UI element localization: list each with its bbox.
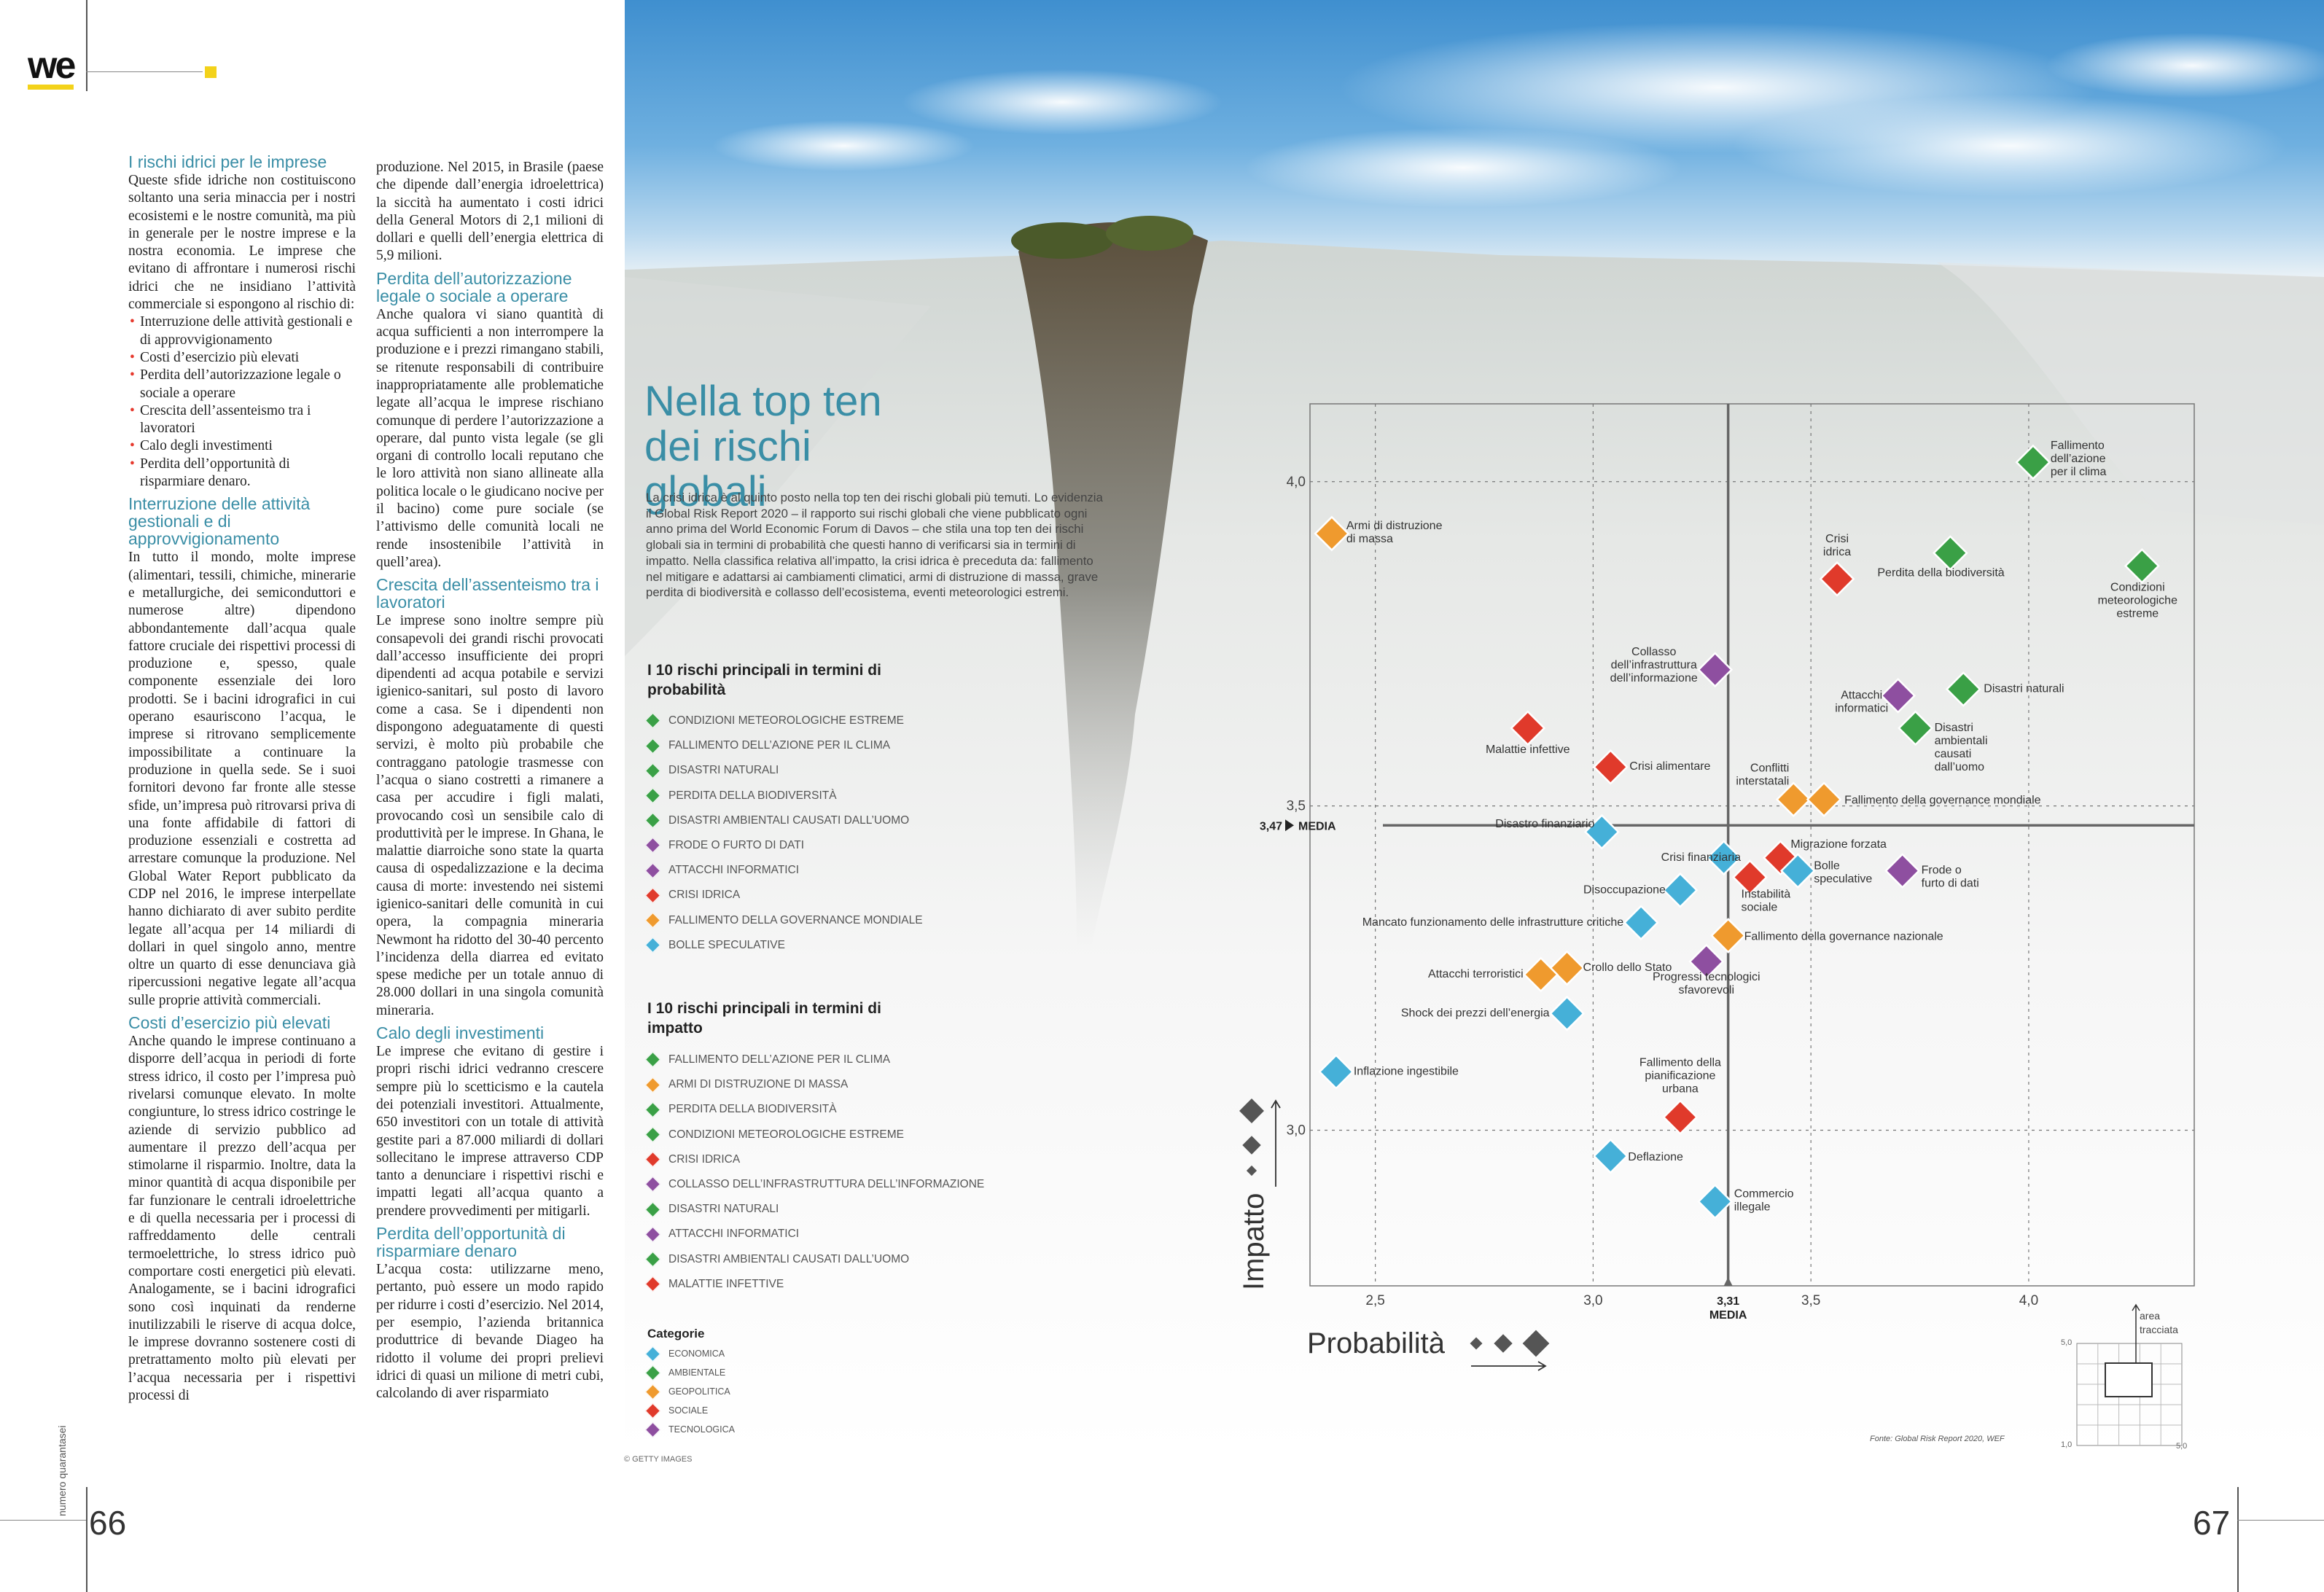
risk-point-label-line: Fallimento della governance nazionale [1744, 930, 1943, 943]
impact-risk-label: CONDIZIONI METEOROLOGICHE ESTREME [668, 1128, 904, 1141]
risk-point [2126, 550, 2159, 582]
risk-point-label [1354, 1065, 1459, 1077]
risk-point-label-line: speculative [1814, 873, 1873, 886]
risk-point-label [1362, 916, 1624, 929]
risk-point [1551, 997, 1583, 1030]
y-tick-label: 4,0 [1286, 474, 1306, 490]
inset-tick: 1,0 [2061, 1440, 2073, 1449]
left-logo[interactable]: we [28, 47, 74, 90]
probability-risk-label: DISASTRI AMBIENTALI CAUSATI DALL’UOMO [668, 813, 910, 827]
risk-point-label-line: Disastri naturali [1984, 682, 2064, 695]
risk-point-label-line: idrica [1822, 546, 1852, 559]
risk-point-label-line: dell’azione [2050, 453, 2106, 466]
paragraph: Le imprese che evitano di gestire i propri rischi idrici vedranno crescere sempre più lo scetticismo e la cautela dei potenziali investitori. Attualmente, 650 investitori con un totale di attività gestite pari a 87.000 miliardi di dollari sollecitano le imprese attraverso CDP tanto a denunciare i rispettivi rischi e impatti legati all’acqua quanto a prendere provvedimenti per mitigarli. [376, 1044, 604, 1219]
x-tick-label: 3,5 [1801, 1293, 1821, 1308]
risk-point-label-line: Attacchi terroristici [1427, 967, 1524, 980]
risk-point-label-line: Deflazione [1628, 1151, 1683, 1164]
mean-x-text: MEDIA [1709, 1309, 1747, 1322]
risk-point-label-line: Fallimento della governance mondiale [1844, 794, 2041, 807]
risk-point-label [1736, 762, 1789, 788]
risk-point-label [1744, 931, 1943, 943]
risk-point-label-line: Disoccupazione [1583, 883, 1666, 897]
plot-frame [1310, 404, 2194, 1286]
risk-point [2016, 445, 2049, 478]
inset-pointer-icon [2132, 1305, 2140, 1363]
list-probability-title: I 10 rischi principali in termini di probabilità [647, 662, 881, 698]
heading-costi: Costi d’esercizio più elevati [128, 1013, 331, 1033]
probability-risk-label: ATTACCHI INFORMATICI [668, 864, 800, 877]
probability-risk-label: FALLIMENTO DELLA GOVERNANCE MONDIALE [668, 913, 923, 926]
bullet-item: • Perdita dell’opportunità di risparmiare denaro. [128, 456, 356, 491]
risk-point-label [1628, 1151, 1683, 1163]
heading-investimenti: Calo degli investimenti [376, 1023, 545, 1043]
impact-risk-label: FALLIMENTO DELL’AZIONE PER IL CLIMA [668, 1053, 891, 1066]
risk-point [1899, 711, 1932, 744]
probability-risk-label: CONDIZIONI METEOROLOGICHE ESTREME [668, 714, 904, 727]
mean-arrow-icon [1285, 819, 1294, 831]
risk-point-label-line: Attacchi [1841, 689, 1883, 702]
diamond-scale-icon [1470, 1338, 1483, 1350]
risk-point-label-line: Malattie infettive [1485, 743, 1570, 756]
risk-point-label-line: Commercio [1734, 1187, 1794, 1201]
risk-point-label-line: informatici [1835, 702, 1889, 715]
impact-risk-label: COLLASSO DELL’INFRASTRUTTURA DELL’INFORMAZIONE [668, 1178, 985, 1190]
page-number-right: 67 [2193, 1504, 2231, 1542]
risk-point-label-line: di massa [1346, 532, 1393, 545]
risk-point-label [1486, 744, 1570, 756]
risk-point-label [1401, 1007, 1550, 1019]
impact-risk-label: DISASTRI NATURALI [668, 1203, 779, 1216]
mean-y-text: MEDIA [1298, 820, 1336, 833]
risk-point-label-line: ambientali [1934, 734, 1988, 747]
risk-point-label [2051, 440, 2107, 478]
diamond-scale-icon [1494, 1334, 1512, 1352]
category-label: ECONOMICA [668, 1349, 725, 1359]
risk-point-label-line: Disastro finanziario [1495, 818, 1595, 831]
folio-side-text: numero quarantasei [56, 1425, 68, 1516]
risk-point-label-line: Bolle [1814, 859, 1840, 873]
risk-point-label-line: Crisi finanziaria [1661, 851, 1742, 864]
risk-point-label-line: urbana [1661, 1082, 1699, 1096]
risk-point [1777, 783, 1810, 816]
risk-point-label-line: Migrazione forzata [1790, 838, 1887, 851]
diamond-scale-icon [1242, 1136, 1260, 1154]
risk-point [1319, 1056, 1352, 1088]
x-tick-label: 3,0 [1583, 1293, 1603, 1308]
risk-point-label-line: Conflitti [1750, 762, 1790, 775]
paragraph: Le imprese sono inoltre sempre più consapevoli dei grandi rischi provocati dall’accesso insufficiente dei propri dipendenti ad acqua potabile e servizi igienico-sanitari, sul posto di lavoro come a casa. Se i dipendenti non dispongono adeguatamente di questi servizi, è molto più probabile che contraggano patologie trasmesse con l’acqua o siano costretti a rimanere a casa per accudire i figli malati, provocando così un sensibile calo di produttività per le imprese. In Ghana, le malattie diarroiche sono state la quarta causa di ospedalizzazione e la decima causa di morte: investendo nei sistemi igienico-sanitari delle comunità in cui opera, la compagnia mineraria Newmont ha ridotto del 30-40 percento l’incidenza della diarrea ed evitato spese mediche per un totale annuo di 28.000 dollari in una singola comunità mineraria. [376, 613, 604, 1018]
risk-point-label [1742, 888, 1791, 913]
y-axis-arrow-icon [1271, 1101, 1280, 1187]
risk-point [1807, 783, 1840, 816]
risk-point-label [1346, 520, 1443, 545]
risk-point-label [1790, 838, 1887, 851]
x-axis-arrow-icon [1471, 1362, 1545, 1370]
inset-plotted-area [2105, 1363, 2152, 1397]
risk-point-label-line: Perdita della biodiversità [1877, 566, 2005, 580]
risk-point-label-line: Frode o [1921, 864, 1962, 877]
risk-point [1699, 653, 1731, 686]
y-tick-label: 3,0 [1286, 1123, 1306, 1139]
risk-point-label [1877, 567, 2004, 580]
diamond-scale-icon [1523, 1330, 1550, 1357]
risk-point-label [1835, 689, 1888, 714]
risk-point-label-line: illegale [1734, 1201, 1771, 1214]
risk-point-label [1661, 851, 1741, 864]
risk-point-label-line: Mancato funzionamento delle infrastrutture critiche [1362, 916, 1624, 929]
risk-point-label-line: Shock dei prezzi dell’energia [1400, 1007, 1550, 1020]
impact-risk-label: ATTACCHI INFORMATICI [668, 1228, 800, 1241]
y-tick-label: 3,5 [1286, 798, 1306, 814]
diamond-scale-icon [1247, 1166, 1257, 1176]
risk-point-label-line: dall’uomo [1934, 760, 1985, 773]
probability-risk-label: FRODE O FURTO DI DATI [668, 839, 805, 851]
paragraph: L’acqua costa: utilizzarne meno, pertanto, può essere un modo rapido per ridurre i costi d’esercizio. Nel 2014, per esempio, l’azienda britannica produttrice di bevande Diageo ha ridotto il volume dei propri prelievi idrici di quasi un milione di metri cubi, calcolando di aver risparmiato [376, 1262, 604, 1402]
risk-point-label-line: pianificazione [1645, 1069, 1716, 1082]
risk-point-label-line: Disastri [1934, 721, 1973, 734]
risk-point [1664, 874, 1696, 907]
risk-point [1594, 751, 1627, 784]
right-footer-crop-line [2237, 1487, 2239, 1592]
diamond-scale-icon [1239, 1099, 1264, 1123]
risk-point-label-line: Fallimento [2050, 440, 2105, 453]
x-tick-label: 2,5 [1365, 1293, 1385, 1308]
probability-risk-label: DISASTRI NATURALI [668, 764, 779, 777]
risk-point [1511, 711, 1544, 744]
risk-point-label-line: Crisi alimentare [1629, 760, 1711, 773]
risk-point-label [1629, 760, 1710, 773]
risk-point-label-line: meteorologiche [2097, 594, 2177, 607]
risk-point-label-line: sociale [1741, 901, 1778, 914]
x-tick-label: 4,0 [2019, 1293, 2039, 1308]
probability-risk-label: BOLLE SPECULATIVE [668, 938, 785, 951]
bullet-item: • Interruzione delle attività gestionali e di approvvigionamento [128, 313, 356, 349]
risk-point-label [1844, 795, 2041, 807]
article-intro: La crisi idrica è al quinto posto nella top ten dei rischi globali più temuti. Lo evidenzia il Global Risk Report 2020 – il rapporto sui rischi globali che viene pubblicato ogni anno prima del World Economic Forum di Davos – che stila una top ten dei rischi globali sia in termini di probabilità che questi hanno di verificarsi sia in termini di impatto. Nella classifica relativa all’impatto, la crisi idrica è preceduta da: fallimento nel mitigare e adattarsi ai cambiamenti climatici, armi di distruzione di massa, grave perdita di biodiversità e collasso dell’ecosistema, eventi meteorologici estremi. [646, 491, 1103, 600]
risk-point [1820, 563, 1853, 596]
risk-point [1947, 673, 1980, 706]
paragraph: In tutto il mondo, molte imprese (alimentari, tessili, chimiche, minerarie e metallurgiche, dei semiconduttori e numerose altre) dipendono abbondantemente dall’acqua quale fattore cruciale dei rispettivi processi di produzione e, spesso, quale componente essenziale dei loro prodotti. Se i bacini idrografici in cui operano esauriscono l’acqua, le imprese si ritrovano semplicemente impossibilitate a continuare la produzione in quella sede. Se i suoi fornitori devono far fronte alle stesse sfide, un’impresa può ritrovarsi priva di una fonte affidabile di fattori di produzione essenziali e costretta ad arrestare comunque la produzione. Nel Global Water Report pubblicato da CDP nel 2016, le imprese interpellate hanno dichiarato di aver subito perdite legate all’acqua per 14 miliardi di dollari in quel singolo anno, mentre oltre un quarto di esse denunciava già ripercussioni negative legate all’acqua sulle proprie attività commerciali. [128, 550, 356, 1008]
risk-point [1712, 919, 1744, 952]
bullet-item: • Perdita dell’autorizzazione legale o sociale a operare [128, 367, 356, 402]
risk-point-label [1814, 860, 1872, 886]
risk-point-label-line: Inflazione ingestibile [1353, 1065, 1459, 1078]
x-axis-title: Probabilità [1307, 1327, 1446, 1359]
risk-point-label [1495, 818, 1594, 830]
category-label: SOCIALE [668, 1405, 709, 1416]
paragraph: Anche quando le imprese continuano a disporre dell’acqua in periodi di forte stress idrico, il costo per l’impresa può rivelarsi comunque elevato. In molte congiunture, lo stress idrico costringe le aziende di servizio pubblico ad aumentare il prezzo dell’acqua per stimolarne il risparmio. Inoltre, data la minor quantità di acqua disponibile per far funzionare le centrali idroelettriche e di quella necessaria per i processi di raffreddamento delle centrali termoelettriche, lo stress idrico può comportare costi energetici più elevati. Analogamente, se i bacini idrografici sono così inquinati da renderne inutilizzabili le riserve di acqua dolce, le imprese dovranno sostenere costi di pretrattamento molto più elevati per l’acqua necessaria per i rispettivi processi di [128, 1034, 356, 1403]
categories-title: Categorie [647, 1327, 705, 1341]
list-impact-title: I 10 rischi principali in termini di impatto [647, 1000, 881, 1037]
risk-point [1315, 517, 1348, 550]
heading-assenteismo: Crescita dell’assenteismo tra i lavoratori [376, 575, 599, 612]
category-label: AMBIENTALE [668, 1367, 726, 1378]
probability-risk-label: CRISI IDRICA [668, 889, 741, 902]
category-label: TECNOLOGICA [668, 1424, 735, 1435]
risk-point-label-line: dell’infrastruttura [1610, 658, 1697, 671]
risk-point-label-line: Condizioni [2110, 581, 2165, 594]
risk-point [1934, 536, 1967, 569]
probability-risk-label: FALLIMENTO DELL’AZIONE PER IL CLIMA [668, 739, 891, 752]
inset-tick: 5,0 [2176, 1442, 2188, 1451]
risk-point-label [1734, 1187, 1794, 1213]
bullet-item: • Costi d’esercizio più elevati [128, 349, 356, 367]
heading-autorizzazione: Perdita dell’autorizzazione legale o sociale a operare [376, 268, 572, 305]
inset-label: tracciata [2140, 1324, 2178, 1335]
risk-point [1524, 958, 1557, 991]
category-label: GEOPOLITICA [668, 1386, 730, 1397]
risk-point-label [1610, 646, 1698, 684]
y-axis-title: Impatto [1238, 1193, 1270, 1290]
paragraph: Anche qualora vi siano quantità di acqua sufficienti a non interrompere la produzione e i prezzi rimangano stabili, se ritenute responsabili di contribuire inappropriatamente alle problematiche legate all’acqua le imprese rischiano comunque di perdere l’autorizzazione a operare, dal punto vista legale (se gli organi di controllo locali reputano che le loro attività non siano allineate alla politica locale o le giudicano nocive per il bacino) come pure sociale (se l’attivismo delle comunità locali ne rende insostenibile l’attività in quell’area). [376, 306, 604, 570]
risk-point-label-line: causati [1934, 747, 1972, 760]
right-footer-rule [2237, 1520, 2324, 1521]
mean-x-arrow-icon [1724, 1277, 1733, 1286]
risk-point [1699, 1185, 1731, 1218]
heading-risparmio: Perdita dell’opportunità di risparmiare denaro [376, 1224, 566, 1261]
inset-tick: 5,0 [2061, 1338, 2073, 1347]
photo-credit: © GETTY IMAGES [624, 1455, 693, 1464]
risk-point-label-line: furto di dati [1921, 877, 1979, 890]
bullet-item: • Calo degli investimenti [128, 437, 356, 455]
heading-rischi-idrici: I rischi idrici per le imprese [128, 152, 327, 171]
impact-risk-label: PERDITA DELLA BIODIVERSITÀ [668, 1103, 837, 1116]
impact-risk-label: MALATTIE INFETTIVE [668, 1277, 784, 1290]
impact-risk-label: DISASTRI AMBIENTALI CAUSATI DALL’UOMO [668, 1252, 910, 1265]
paragraph: produzione. Nel 2015, in Brasile (paese che dipende dall’energia idroelettrica) la siccità ha aumentato i costi idrici della General Motors di 2,1 milioni di dollari e quelli dell’energia elettrica di 5,9 milioni. [376, 160, 604, 264]
risk-point [1625, 906, 1658, 939]
risk-point-label [1428, 968, 1524, 980]
risk-point-label-line: per il clima [2050, 466, 2107, 479]
risk-point-label-line: Collasso [1631, 645, 1677, 658]
impact-risk-label: CRISI IDRICA [668, 1152, 741, 1166]
risk-point-label-line: dell’informazione [1610, 671, 1698, 684]
impact-risk-label: ARMI DI DISTRUZIONE DI MASSA [668, 1078, 849, 1091]
risk-point-label [2098, 581, 2178, 620]
article-title: Nella top ten dei rischi globali [644, 378, 882, 515]
risk-point-label-line: Crollo dello Stato [1583, 961, 1672, 975]
risk-point-label [1639, 1057, 1721, 1096]
mean-x-value: 3,31 [1717, 1295, 1740, 1308]
mean-y-value: 3,47 [1259, 820, 1282, 833]
page-number-left: 66 [89, 1504, 127, 1542]
risk-point-label-line: Crisi [1825, 533, 1849, 546]
risk-point-label-line: interstatali [1736, 775, 1790, 788]
source-note: Fonte: Global Risk Report 2020, WEF [1870, 1435, 2005, 1443]
probability-risk-label: PERDITA DELLA BIODIVERSITÀ [668, 789, 837, 802]
bullet-item: • Crescita dell’assenteismo tra i lavoratori [128, 402, 356, 438]
risk-point-label [1984, 682, 2064, 695]
risk-point-label [1653, 971, 1760, 996]
risk-point-label-line: Instabilità [1741, 888, 1791, 901]
risk-point-label [1922, 865, 1979, 890]
risk-point [1886, 854, 1919, 887]
paragraph: Queste sfide idriche non costituiscono soltanto una seria minaccia per i nostri ecosistemi e le nostre comunità, ma più in generale per le nostre imprese e la nostra economia. Le imprese che evitano di affrontare i numerosi rischi idrici che ne insidiano l’attività commerciale si espongono al rischio di: [128, 173, 356, 313]
risk-point [1594, 1139, 1627, 1172]
risk-point-label-line: estreme [2116, 607, 2159, 620]
risk-point-label-line: sfavorevoli [1678, 984, 1735, 997]
risk-point-label [1823, 533, 1851, 558]
risk-point-label [1583, 883, 1666, 896]
risk-point [1664, 1101, 1696, 1133]
risk-point-label-line: Fallimento della [1639, 1056, 1721, 1069]
risk-point-label-line: Progressi tecnologici [1652, 971, 1760, 984]
risk-point-label [1935, 722, 1988, 773]
risk-point-label-line: Armi di distruzione [1346, 519, 1443, 532]
heading-interruzione: Interruzione delle attività gestionali e di approvvigionamento [128, 494, 311, 549]
risk-point [1551, 951, 1583, 984]
inset-label: area [2140, 1310, 2161, 1322]
